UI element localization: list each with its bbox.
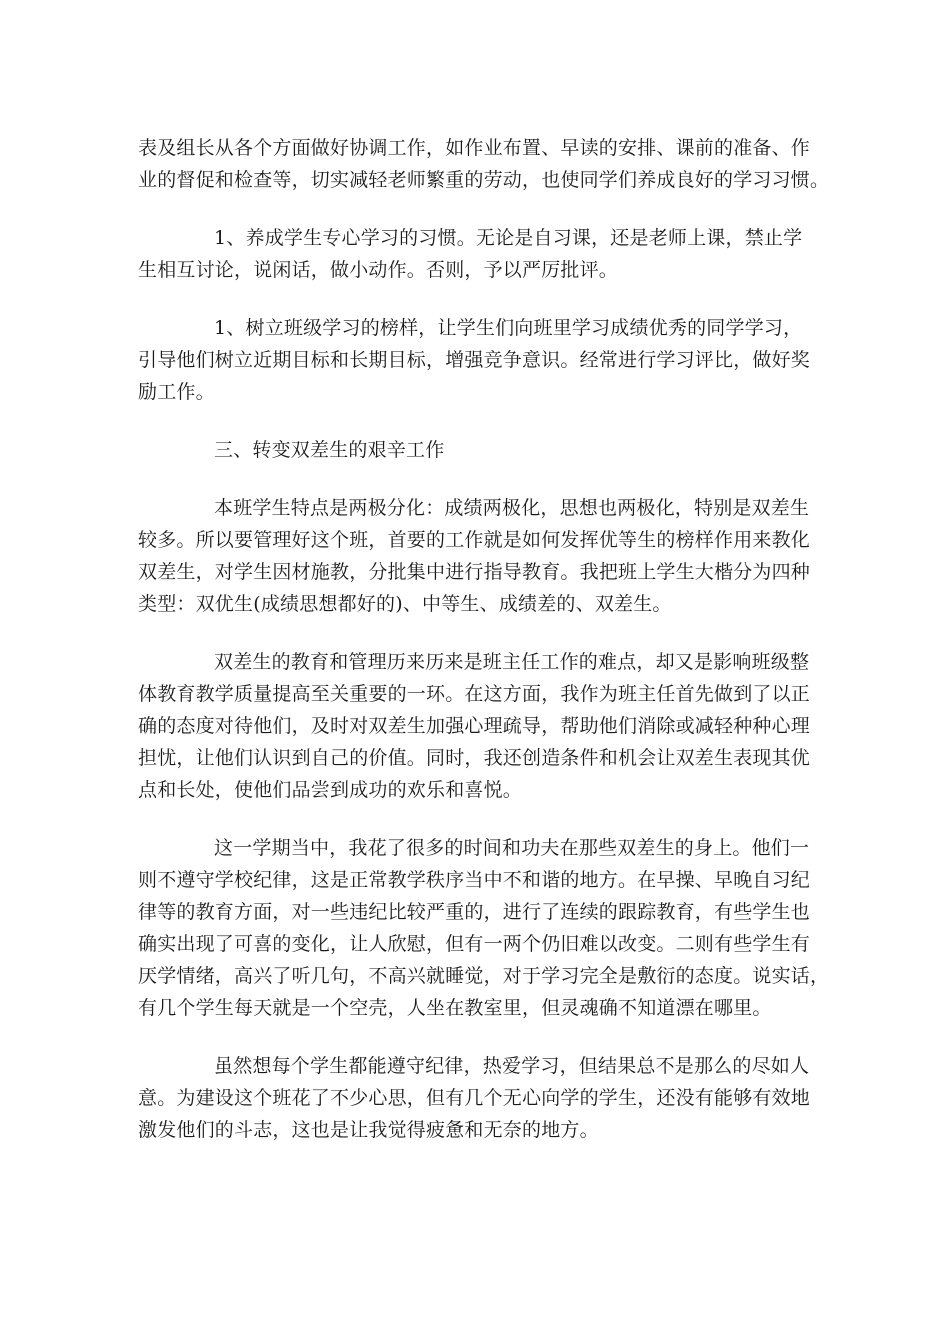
document-body bbox=[138, 132, 830, 1146]
text-line: 本班学生特点是两极分化：成绩两极化，思想也两极化，特别是双差生 bbox=[214, 497, 810, 519]
paragraph-focus-habit bbox=[138, 222, 818, 286]
text-line: 激发他们的斗志，这也是让我觉得疲惫和无奈的地方。 bbox=[138, 1119, 599, 1141]
paragraph-class-characteristics bbox=[138, 492, 818, 620]
text-line: 律等的教育方面，对一些违纪比较严重的，进行了连续的跟踪教育，有些学生也 bbox=[138, 901, 811, 923]
text-line: 双差生，对学生因材施教，分批集中进行指导教育。我把班上学生大楷分为四种 bbox=[138, 561, 811, 583]
paragraph-coordination bbox=[138, 132, 830, 196]
text-line: 确的态度对待他们，及时对双差生加强心理疏导，帮助他们消除或减轻种种心理 bbox=[138, 715, 811, 737]
text-line: 这一学期当中，我花了很多的时间和功夫在那些双差生的身上。他们一 bbox=[214, 837, 810, 859]
text-line: 双差生的教育和管理历来历来是班主任工作的难点，却又是影响班级整 bbox=[214, 651, 810, 673]
text-line: 有几个学生每天就是一个空壳，人坐在教室里，但灵魂确不知道漂在哪里。 bbox=[138, 997, 772, 1019]
text-line: 1、树立班级学习的榜样，让学生们向班里学习成绩优秀的同学学习， bbox=[214, 317, 803, 339]
text-line: 点和长处，使他们品尝到成功的欢乐和喜悦。 bbox=[138, 779, 523, 801]
text-line: 厌学情绪，高兴了听几句，不高兴就睡觉，对于学习完全是敷衍的态度。说实话， bbox=[138, 965, 830, 987]
paragraph-reflection bbox=[138, 1050, 818, 1146]
text-line: 1、养成学生专心学习的习惯。无论是自习课，还是老师上课，禁止学 bbox=[214, 227, 803, 249]
text-line: 三、转变双差生的艰辛工作 bbox=[214, 439, 445, 461]
text-line: 引导他们树立近期目标和长期目标，增强竞争意识。经常进行学习评比，做好奖 bbox=[138, 349, 811, 371]
text-line: 类型：双优生(成绩思想都好的)、中等生、成绩差的、双差生。 bbox=[138, 593, 672, 615]
text-line: 意。为建设这个班花了不少心思，但有几个无心向学的学生，还没有能够有效地 bbox=[138, 1087, 811, 1109]
text-line: 担忧，让他们认识到自己的价值。同时，我还创造条件和机会让双差生表现其优 bbox=[138, 747, 811, 769]
text-line: 励工作。 bbox=[138, 381, 215, 403]
text-line: 业的督促和检查等，切实减轻老师繁重的劳动，也使同学们养成良好的学习习惯。 bbox=[138, 169, 830, 191]
text-line: 表及组长从各个方面做好协调工作，如作业布置、早读的安排、课前的准备、作 bbox=[138, 137, 811, 159]
text-line: 体教育教学质量提高至关重要的一环。在这方面，我作为班主任首先做到了以正 bbox=[138, 683, 811, 705]
text-line: 虽然想每个学生都能遵守纪律，热爱学习，但结果总不是那么的尽如人 bbox=[214, 1055, 810, 1077]
text-line: 生相互讨论，说闲话，做小动作。否则，予以严厉批评。 bbox=[138, 259, 619, 281]
paragraph-semester-effort bbox=[138, 832, 830, 1024]
paragraph-role-model bbox=[138, 312, 818, 408]
section-heading-three bbox=[138, 434, 818, 466]
text-line: 则不遵守学校纪律，这是正常教学秩序当中不和谐的地方。在早操、早晚自习纪 bbox=[138, 869, 811, 891]
text-line: 较多。所以要管理好这个班，首要的工作就是如何发挥优等生的榜样作用来教化 bbox=[138, 529, 811, 551]
paragraph-education-management bbox=[138, 646, 818, 806]
text-line: 确实出现了可喜的变化，让人欣慰，但有一两个仍旧难以改变。二则有些学生有 bbox=[138, 933, 811, 955]
